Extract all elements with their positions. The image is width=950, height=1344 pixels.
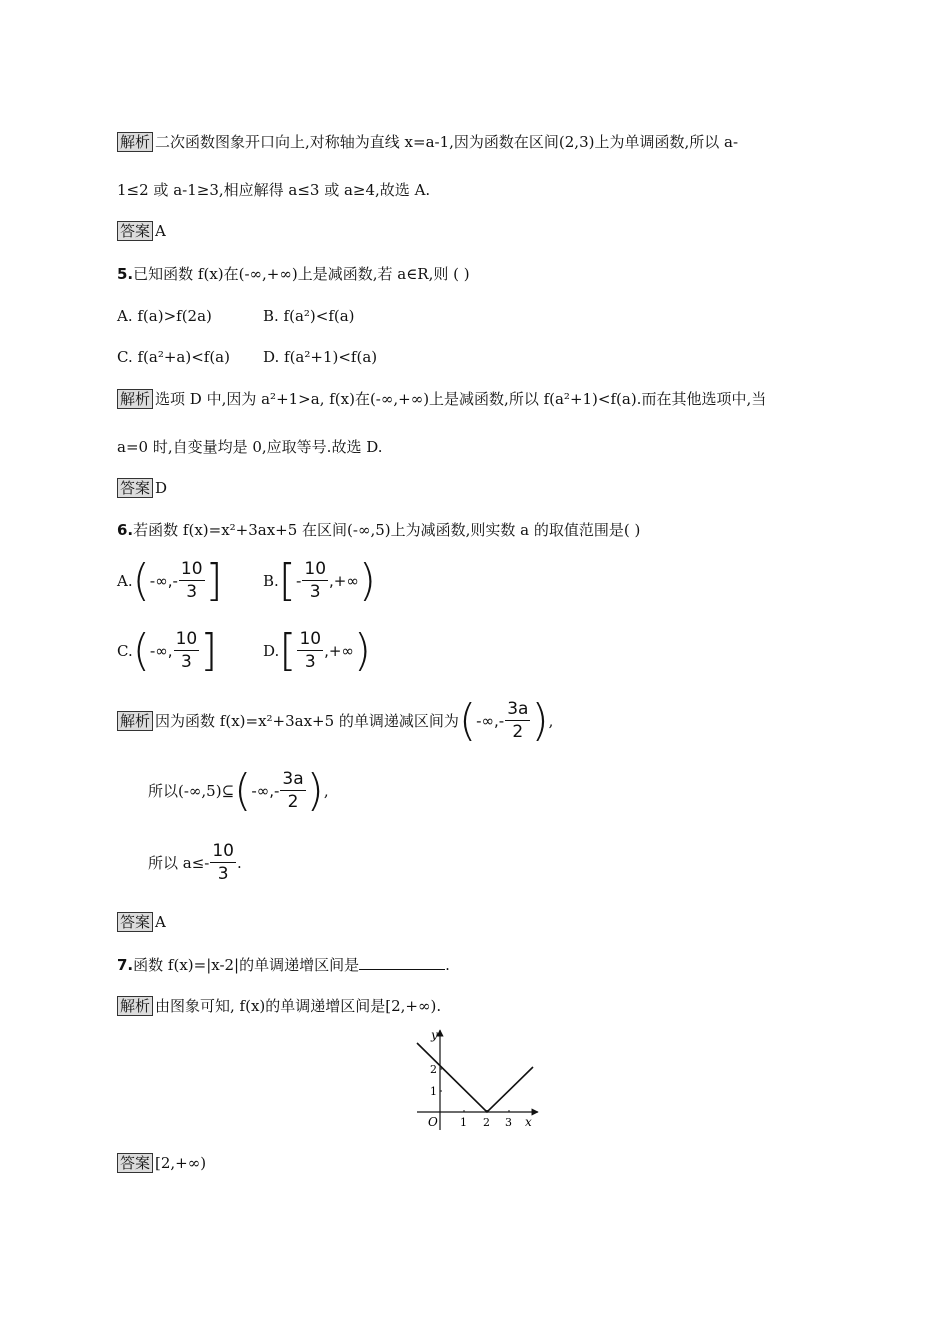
answer-tag: 答案	[117, 1153, 153, 1173]
left-paren: (	[234, 764, 252, 816]
x-tick-label-2: 2	[483, 1116, 490, 1129]
q5-stem	[117, 264, 840, 284]
numerator: 10	[304, 559, 327, 579]
abs-function-curve	[417, 1043, 533, 1112]
y-tick-label-2: 2	[430, 1063, 437, 1076]
left-bracket: [	[279, 624, 297, 676]
answer-blank	[359, 955, 445, 970]
q5-option-b: B. f(a²)<f(a)	[263, 307, 355, 325]
fraction	[174, 628, 200, 673]
numerator: 10	[212, 841, 234, 861]
x-axis-label: x	[525, 1115, 532, 1129]
q4-answer-value: A	[155, 222, 166, 240]
q5-analysis-line1	[117, 389, 840, 409]
origin-label: O	[428, 1115, 438, 1129]
q6-answer	[117, 912, 840, 932]
option-label: B.	[263, 571, 279, 590]
q5-answer-value: D	[155, 479, 168, 497]
q7-answer	[117, 1153, 840, 1173]
q5-analysis-line2: a=0 时,自变量均是 0,应取等号.故选 D.	[117, 438, 383, 456]
q4-analysis-line1	[117, 132, 840, 152]
q5-option-d: D. f(a²+1)<f(a)	[263, 348, 378, 366]
denominator: 3	[309, 582, 321, 602]
q5-number: 5.	[117, 265, 134, 283]
q6-option-b	[263, 554, 377, 606]
punctuation: ,	[323, 781, 329, 800]
q7-stem	[117, 955, 840, 975]
punctuation: .	[445, 956, 450, 974]
fraction	[505, 698, 530, 743]
answer-tag: 答案	[117, 912, 153, 932]
y-tick-label-1: 1	[430, 1085, 437, 1098]
left-paren: (	[132, 554, 150, 606]
option-label: A.	[117, 571, 133, 590]
q5-option-c: C. f(a²+a)<f(a)	[117, 348, 230, 366]
numerator: 10	[299, 629, 322, 649]
fraction	[179, 558, 205, 603]
right-paren: )	[353, 624, 372, 676]
option-label: D.	[263, 641, 280, 660]
q4-analysis-line2: 1≤2 或 a-1≥3,相应解得 a≤3 或 a≥4,故选 A.	[117, 181, 431, 199]
q5-analysis-text-1: 选项 D 中,因为 a²+1>a, f(x)在(-∞,+∞)上是减函数,所以 f(a²+1)<f(a).而在其他选项中,当	[155, 390, 767, 408]
right-bracket: ]	[200, 624, 218, 676]
denominator: 2	[512, 722, 524, 742]
option-d-post: ,+∞	[324, 641, 354, 660]
denominator: 3	[180, 652, 192, 672]
fraction	[297, 628, 323, 673]
q6-analysis-line1	[117, 694, 554, 746]
q6-analysis-line3	[148, 840, 242, 885]
left-paren: (	[458, 694, 477, 746]
interval-inner: -∞,-	[251, 781, 280, 800]
x-tick-label-1: 1	[460, 1116, 467, 1129]
q6-analysis-line2	[148, 764, 329, 816]
y-axis-label: y	[431, 1028, 438, 1042]
analysis-tag: 解析	[117, 132, 153, 152]
q7-analysis	[117, 996, 840, 1016]
numerator: 3a	[507, 699, 529, 719]
answer-tag: 答案	[117, 221, 153, 241]
q4-analysis-text-1: 二次函数图象开口向上,对称轴为直线 x=a-1,因为函数在区间(2,3)上为单调函数,所以 a-	[155, 133, 739, 151]
q5-stem-text: 已知函数 f(x)在(-∞,+∞)上是减函数,若 a∈R,则 ( )	[133, 265, 470, 283]
option-a-inner: -∞,-	[149, 571, 178, 590]
q6-answer-value: A	[155, 913, 166, 931]
q6-analysis-text-3: 所以 a≤-	[148, 854, 210, 872]
denominator: 3	[304, 652, 316, 672]
q5-answer	[117, 478, 840, 498]
analysis-tag: 解析	[117, 996, 153, 1016]
fraction	[210, 840, 236, 885]
left-bracket: [	[278, 554, 296, 606]
x-tick-label-3: 3	[505, 1116, 512, 1129]
option-label: C.	[117, 641, 133, 660]
q6-option-a	[117, 554, 223, 606]
denominator: 3	[217, 864, 229, 884]
right-bracket: ]	[205, 554, 223, 606]
denominator: 2	[287, 792, 299, 812]
numerator: 10	[175, 629, 198, 649]
analysis-tag: 解析	[117, 389, 153, 409]
q7-stem-text: 函数 f(x)=|x-2|的单调递增区间是	[133, 956, 360, 974]
left-paren: (	[132, 624, 150, 676]
q6-analysis-text-2: 所以(-∞,5)⊆	[148, 782, 235, 800]
q7-number: 7.	[117, 956, 134, 974]
punctuation: ,	[548, 711, 554, 730]
answer-tag: 答案	[117, 478, 153, 498]
q6-analysis-text-1: 因为函数 f(x)=x²+3ax+5 的单调递减区间为	[155, 712, 459, 730]
q6-option-c	[117, 624, 218, 676]
analysis-tag: 解析	[117, 711, 153, 731]
q5-option-a: A. f(a)>f(2a)	[117, 307, 212, 325]
denominator: 3	[186, 582, 198, 602]
q6-number: 6.	[117, 521, 134, 539]
numerator: 3a	[282, 769, 304, 789]
numerator: 10	[180, 559, 203, 579]
fraction	[302, 558, 328, 603]
q6-stem	[117, 520, 840, 540]
q7-answer-value: [2,+∞)	[155, 1154, 207, 1172]
q4-answer	[117, 221, 840, 241]
right-paren: )	[358, 554, 377, 606]
option-b-post: ,+∞	[329, 571, 359, 590]
right-paren: )	[306, 764, 324, 816]
option-b-pre: -	[295, 571, 302, 590]
interval-inner: -∞,-	[476, 711, 505, 730]
punctuation: .	[237, 853, 242, 872]
fraction	[280, 768, 305, 813]
right-paren: )	[531, 694, 549, 746]
option-c-inner: -∞,	[149, 641, 173, 660]
q6-stem-text: 若函数 f(x)=x²+3ax+5 在区间(-∞,5)上为减函数,则实数 a 的取值范围是( )	[133, 521, 641, 539]
q7-analysis-text: 由图象可知, f(x)的单调递增区间是[2,+∞).	[155, 997, 442, 1015]
q6-option-d	[263, 624, 372, 676]
abs-function-graph	[405, 1026, 545, 1134]
